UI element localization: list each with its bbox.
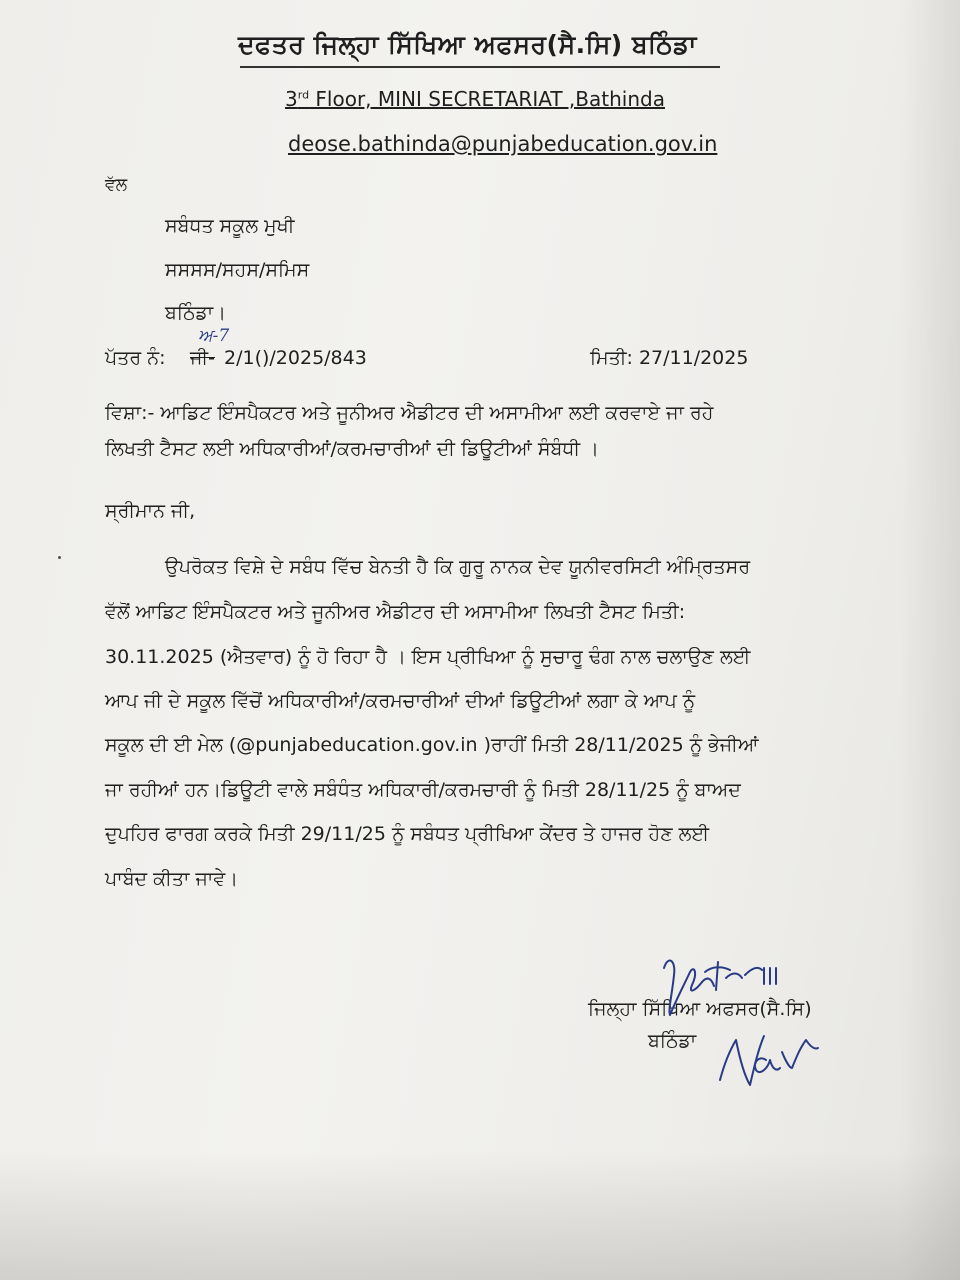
body-line: ਆਪ ਜੀ ਦੇ ਸਕੂਲ ਵਿੱਚੋਂ ਅਧਿਕਾਰੀਆਂ/ਕਰਮਚਾਰੀਆਂ ਦੀਆਂ ਡਿਊਟੀਆਂ ਲਗਾ ਕੇ ਆਪ ਨੂੰ bbox=[105, 690, 696, 712]
body-line: ਜਾ ਰਹੀਆਂ ਹਨ।ਡਿਊਟੀ ਵਾਲੇ ਸਬੰਧੰਤ ਅਧਿਕਾਰੀ/ਕਰਮਚਾਰੀ ਨੂੰ ਮਿਤੀ 28/11/25 ਨੂੰ ਬਾਅਦ bbox=[105, 779, 741, 801]
body-line: ਸਕੂਲ ਦੀ ਈ ਮੇਲ (@punjabeducation.gov.in )ਰਾਹੀਂ ਮਿਤੀ 28/11/2025 ਨੂੰ ਭੇਜੀਆਂ bbox=[105, 734, 759, 756]
body-line: ਦੁਪਹਿਰ ਫਾਰਗ ਕਰਕੇ ਮਿਤੀ 29/11/25 ਨੂੰ ਸਬੰਧਤ ਪ੍ਰੀਖਿਆ ਕੇਂਦਰ ਤੇ ਹਾਜਰ ਹੋਣ ਲਈ bbox=[105, 823, 710, 845]
subject-line-1: ਵਿਸ਼ਾ:- ਆਡਿਟ ਇੰਸਪੈਕਟਰ ਅਤੇ ਜੂਨੀਅਰ ਐਡੀਟਰ ਦੀ ਅਸਾਮੀਆ ਲਈ ਕਰਵਾਏ ਜਾ ਰਹੇ bbox=[105, 402, 714, 424]
letter-date: ਮਿਤੀ: 27/11/2025 bbox=[590, 347, 749, 369]
office-title: ਦਫਤਰ ਜਿਲ੍ਹਾ ਸਿੱਖਿਆ ਅਫਸਰ(ਸੈ.ਸਿ) ਬਠਿੰਡਾ bbox=[238, 30, 697, 59]
letter-number: 2/1()/2025/843 bbox=[224, 347, 367, 369]
signoff-place: ਬਠਿੰਡਾ bbox=[648, 1030, 697, 1052]
signoff-designation: ਜਿਲ੍ਹਾ ਸਿੱਖਿਆ ਅਫਸਰ(ਸੈ.ਸਿ) bbox=[588, 998, 812, 1020]
to-label: ਵੱਲ bbox=[105, 175, 128, 195]
paper-shadow-right bbox=[900, 0, 960, 1280]
salutation: ਸ੍ਰੀਮਾਨ ਜੀ, bbox=[105, 500, 196, 522]
body-line: ਉਪਰੋਕਤ ਵਿਸ਼ੇ ਦੇ ਸਬੰਧ ਵਿੱਚ ਬੇਨਤੀ ਹੈ ਕਿ ਗੁਰੂ ਨਾਨਕ ਦੇਵ ਯੂਨੀਵਰਸਿਟੀ ਅੰਮ੍ਰਿਤਸਰ bbox=[165, 556, 751, 578]
body-line: ਵੱਲੋਂ ਆਡਿਟ ਇੰਸਪੈਕਟਰ ਅਤੇ ਜੂਨੀਅਰ ਐਡੀਟਰ ਦੀ ਅਸਾਮੀਆ ਲਿਖਤੀ ਟੈਸਟ ਮਿਤੀ: bbox=[105, 601, 686, 623]
paper-shadow-bottom bbox=[0, 1150, 960, 1280]
recipient-line-2: ਸਸਸਸ/ਸਹਸ/ਸਮਿਸ bbox=[165, 259, 310, 281]
office-email: deose.bathinda@punjabeducation.gov.in bbox=[288, 132, 718, 156]
recipient-line-1: ਸਬੰਧਤ ਸਕੂਲ ਮੁਖੀ bbox=[165, 215, 295, 237]
floor-number: 3 bbox=[285, 87, 298, 111]
recipient-line-3: ਬਠਿੰਡਾ। bbox=[165, 302, 227, 324]
floor-suffix: rd bbox=[297, 88, 310, 102]
handwritten-correction: ਅ-7 bbox=[198, 326, 230, 346]
address-text: Floor, MINI SECRETARIAT ,Bathinda bbox=[309, 87, 665, 111]
letter-number-struck: ਜੀ- bbox=[190, 347, 215, 369]
letter-number-label: ਪੱਤਰ ਨੰ: bbox=[105, 347, 166, 369]
body-line: ਪਾਬੰਦ ਕੀਤਾ ਜਾਵੇ। bbox=[105, 868, 239, 890]
body-line: 30.11.2025 (ਐਤਵਾਰ) ਨੂੰ ਹੋ ਰਿਹਾ ਹੈ । ਇਸ ਪ੍ਰੀਖਿਆ ਨੂੰ ਸੁਚਾਰੂ ਢੰਗ ਨਾਲ ਚਲਾਉਣ ਲਈ bbox=[105, 646, 751, 668]
subject-line-2: ਲਿਖਤੀ ਟੈਸਟ ਲਈ ਅਧਿਕਾਰੀਆਂ/ਕਰਮਚਾਰੀਆਂ ਦੀ ਡਿਊਟੀਆਂ ਸੰਬੰਧੀ । bbox=[105, 438, 599, 460]
